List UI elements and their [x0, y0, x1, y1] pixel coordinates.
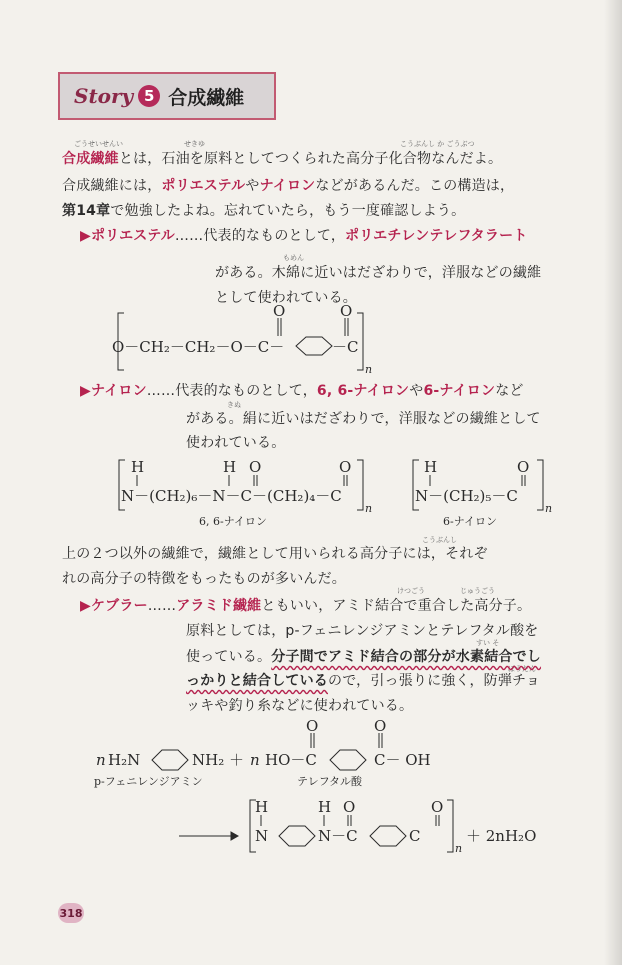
p-tail: ＋ 2nH₂O — [466, 827, 537, 845]
n6-n: n — [545, 502, 553, 515]
pet-end: －C — [332, 338, 359, 356]
pet-o2: O — [340, 302, 353, 320]
ruby-suiso: すい そ — [476, 639, 500, 647]
story-number-badge: 5 — [138, 85, 160, 107]
intro-line-1: 合成繊維とは，石油を原料としてつくられた高分子化合物なんだよ。 — [62, 151, 503, 167]
p-o2: O — [431, 798, 444, 816]
label-nylon6: 6-ナイロン — [443, 515, 497, 528]
n6-h: H — [424, 458, 438, 476]
r-ho: HO－C — [265, 751, 317, 769]
n66-h1: H — [131, 458, 145, 476]
story-title: 合成繊維 — [168, 86, 245, 109]
ruby-jugo: じゅうごう — [460, 587, 495, 595]
n66-n: n — [365, 502, 373, 515]
page-number: 318 — [58, 903, 84, 923]
nylon-line-3: 使われている。 — [186, 435, 286, 451]
kevlar-line-5: ッキや釣り糸などに使われている。 — [186, 698, 414, 714]
n66-o2: O — [339, 458, 352, 476]
r-cooh: C－ OH — [374, 751, 431, 769]
ruby-momen: もめん — [283, 254, 304, 262]
kevlar-line-4: っかりと結合しているので，引っ張りに強く，防弾チョ — [186, 673, 541, 689]
polyester-line-3: として使われている。 — [215, 290, 357, 306]
para2-line-1: 上の２つ以外の繊維で，繊維として用いられる高分子には，それぞ — [62, 546, 488, 562]
ruby-sekiyu: せきゆ — [184, 140, 205, 148]
intro-line-2: 合成繊維には，ポリエステルやナイロンなどがあるんだ。この構造は， — [62, 178, 515, 194]
label-nylon66: 6, 6-ナイロン — [199, 515, 267, 528]
n66-chain: N－(CH₂)₆－N－C－(CH₂)₄－C — [121, 487, 342, 505]
n6-o: O — [517, 458, 530, 476]
p-h2: H — [318, 798, 332, 816]
kevlar-line-1: ▶ケブラー……アラミド繊維ともいい，アミド結合で重合した高分子。 — [80, 598, 532, 614]
polyester-line-2: がある。木綿に近いはだざわりで，洋服などの繊維 — [215, 265, 542, 281]
ruby-kobunshi: こうぶんし か ごうぶつ — [400, 140, 475, 148]
p-h1: H — [255, 798, 269, 816]
ruby-ketsugo: けつごう — [397, 587, 425, 595]
r-nh2: NH₂ ＋ — [192, 751, 244, 769]
r-coef1: n — [96, 751, 106, 769]
story-word: Story — [74, 84, 134, 108]
polyester-line-1: ▶ポリエステル……代表的なものとして，ポリエチレンテレフタラート — [80, 228, 528, 244]
nylon-line-1: ▶ナイロン……代表的なものとして，6, 6-ナイロンや6-ナイロンなど — [80, 383, 524, 399]
p-c: C — [409, 827, 421, 845]
kevlar-line-3: 使っている。分子間でアミド結合の部分が水素結合でし — [186, 649, 542, 665]
p-n2: N－C — [318, 827, 358, 845]
n66-o1: O — [249, 458, 262, 476]
r-coef2: n — [250, 751, 260, 769]
ruby-bodan: ぼうだん — [508, 665, 536, 673]
r-h2n: H₂N — [108, 751, 141, 769]
label-terephthalic: テレフタル酸 — [297, 775, 363, 788]
ruby-koubunshi2: こうぶんし — [422, 536, 457, 544]
intro-line-3: 第14章で勉強したよね。忘れていたら，もう一度確認しよう。 — [62, 203, 466, 219]
label-phenylenediamine: p-フェニレンジアミン — [94, 775, 203, 788]
p-n1: N — [255, 827, 269, 845]
n66-h2: H — [223, 458, 237, 476]
nylon-line-2: がある。絹に近いはだざわりで，洋服などの繊維として — [186, 411, 541, 427]
p-n: n — [455, 842, 463, 855]
p-o1: O — [343, 798, 356, 816]
pet-chain: O－CH₂－CH₂－O－C－ — [112, 338, 285, 356]
ruby-kinu: きぬ — [227, 401, 241, 409]
ruby-goseisenni: ごうせいせんい — [74, 140, 123, 148]
pet-n: n — [365, 363, 373, 376]
r-o2: O — [374, 717, 387, 735]
kevlar-line-2: 原料としては，p-フェニレンジアミンとテレフタル酸を — [186, 623, 539, 639]
pet-o1: O — [273, 302, 286, 320]
r-o1: O — [306, 717, 319, 735]
para2-line-2: れの高分子の特徴をもったものが多いんだ。 — [62, 571, 346, 587]
n6-chain: N－(CH₂)₅－C — [415, 487, 518, 505]
